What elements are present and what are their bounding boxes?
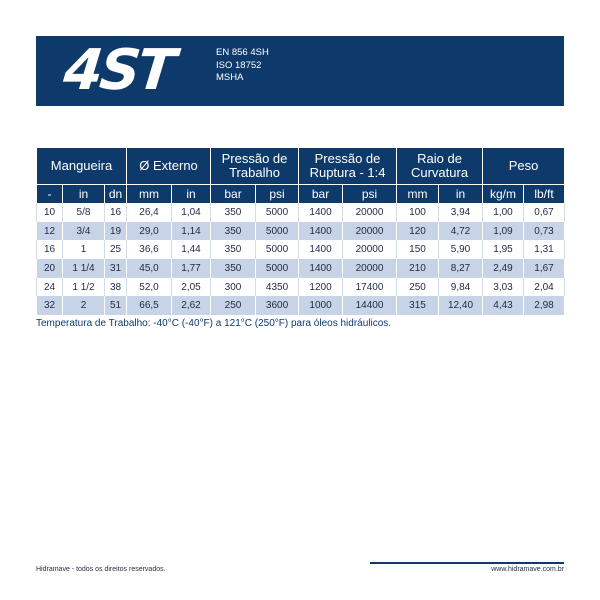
table-cell: 350 <box>211 222 256 241</box>
table-cell: 1,67 <box>524 259 565 278</box>
table-cell: 45,0 <box>127 259 172 278</box>
table-cell: 1400 <box>299 240 343 259</box>
table-cell: 0,67 <box>524 203 565 222</box>
unit-header: in <box>63 184 105 203</box>
table-cell: 2 <box>63 296 105 315</box>
table-cell: 25 <box>105 240 127 259</box>
table-row <box>37 203 565 222</box>
table-row <box>37 259 565 278</box>
table-cell: 350 <box>211 240 256 259</box>
group-header-row <box>37 148 565 184</box>
table-cell: 32 <box>37 296 63 315</box>
unit-header: bar <box>299 184 343 203</box>
table-cell: 29,0 <box>127 222 172 241</box>
unit-header: dn <box>105 184 127 203</box>
table-cell: 100 <box>397 203 439 222</box>
unit-header: psi <box>343 184 397 203</box>
table-cell: 52,0 <box>127 278 172 297</box>
table-cell: 120 <box>397 222 439 241</box>
unit-header: in <box>172 184 211 203</box>
table-row <box>37 222 565 241</box>
unit-header: lb/ft <box>524 184 565 203</box>
table-cell: 150 <box>397 240 439 259</box>
table-cell: 2,04 <box>524 278 565 297</box>
unit-header: - <box>37 184 63 203</box>
table-cell: 1 1/4 <box>63 259 105 278</box>
table-row <box>37 240 565 259</box>
header-banner <box>36 36 564 106</box>
table-cell: 1,44 <box>172 240 211 259</box>
table-cell: 1,31 <box>524 240 565 259</box>
table-cell: 1 <box>63 240 105 259</box>
table-cell: 1400 <box>299 203 343 222</box>
unit-header: mm <box>127 184 172 203</box>
table-cell: 16 <box>37 240 63 259</box>
table-cell: 19 <box>105 222 127 241</box>
table-cell: 250 <box>397 278 439 297</box>
group-header: Pressão de Ruptura - 1:4 <box>299 148 397 184</box>
table-cell: 250 <box>211 296 256 315</box>
table-cell: 1,09 <box>483 222 524 241</box>
table-cell: 1,00 <box>483 203 524 222</box>
table-cell: 0,73 <box>524 222 565 241</box>
table-cell: 20000 <box>343 259 397 278</box>
table-cell: 350 <box>211 259 256 278</box>
table-cell: 1,77 <box>172 259 211 278</box>
footer-divider <box>370 562 564 564</box>
table-cell: 5/8 <box>63 203 105 222</box>
table-cell: 20000 <box>343 240 397 259</box>
product-model: 4ST <box>60 38 176 103</box>
unit-header: psi <box>256 184 299 203</box>
table-cell: 20 <box>37 259 63 278</box>
table-cell: 38 <box>105 278 127 297</box>
table-cell: 51 <box>105 296 127 315</box>
table-cell: 4,72 <box>439 222 483 241</box>
standard-item: MSHA <box>216 72 244 83</box>
table-cell: 5000 <box>256 240 299 259</box>
table-cell: 36,6 <box>127 240 172 259</box>
table-cell: 4350 <box>256 278 299 297</box>
table-cell: 4,43 <box>483 296 524 315</box>
table-cell: 12 <box>37 222 63 241</box>
table-cell: 31 <box>105 259 127 278</box>
standard-item: ISO 18752 <box>216 59 262 71</box>
table-cell: 14400 <box>343 296 397 315</box>
table-cell: 300 <box>211 278 256 297</box>
table-cell: 5000 <box>256 222 299 241</box>
table-cell: 5000 <box>256 203 299 222</box>
group-header: Raio de Curvatura <box>397 148 483 184</box>
table-cell: 20000 <box>343 222 397 241</box>
table-cell: 9,84 <box>439 278 483 297</box>
table-cell: 5000 <box>256 259 299 278</box>
spec-table-body <box>37 203 565 315</box>
table-cell: 17400 <box>343 278 397 297</box>
standards-list <box>216 47 269 85</box>
table-cell: 66,5 <box>127 296 172 315</box>
group-header: Pressão de Trabalho <box>211 148 299 184</box>
unit-header: kg/m <box>483 184 524 203</box>
table-cell: 16 <box>105 203 127 222</box>
table-cell: 1,95 <box>483 240 524 259</box>
table-cell: 350 <box>211 203 256 222</box>
table-cell: 3600 <box>256 296 299 315</box>
copyright-text: Hidramave - todos os direitos reservados. <box>36 566 166 573</box>
table-cell: 3,03 <box>483 278 524 297</box>
table-cell: 1,04 <box>172 203 211 222</box>
temperature-note: Temperatura de Trabalho: -40°C (-40°F) a 121°C (250°F) para óleos hidráulicos. <box>36 318 392 329</box>
table-row <box>37 278 565 297</box>
table-cell: 12,40 <box>439 296 483 315</box>
table-cell: 2,98 <box>524 296 565 315</box>
group-header: Ø Externo <box>127 148 211 184</box>
spec-table <box>36 148 565 315</box>
group-header: Mangueira <box>37 148 127 184</box>
table-cell: 315 <box>397 296 439 315</box>
unit-header-row <box>37 184 565 203</box>
table-cell: 1400 <box>299 222 343 241</box>
table-cell: 1200 <box>299 278 343 297</box>
table-cell: 3/4 <box>63 222 105 241</box>
table-cell: 10 <box>37 203 63 222</box>
table-row <box>37 296 565 315</box>
table-cell: 26,4 <box>127 203 172 222</box>
standard-item: EN 856 4SH <box>216 47 269 58</box>
table-cell: 1000 <box>299 296 343 315</box>
table-cell: 1400 <box>299 259 343 278</box>
table-cell: 1 1/2 <box>63 278 105 297</box>
group-header: Peso <box>483 148 565 184</box>
unit-header: mm <box>397 184 439 203</box>
table-cell: 2,49 <box>483 259 524 278</box>
unit-header: bar <box>211 184 256 203</box>
table-cell: 1,14 <box>172 222 211 241</box>
table-cell: 20000 <box>343 203 397 222</box>
table-cell: 8,27 <box>439 259 483 278</box>
table-cell: 2,05 <box>172 278 211 297</box>
website-link[interactable]: www.hidramave.com.br <box>491 566 564 573</box>
table-cell: 24 <box>37 278 63 297</box>
table-cell: 3,94 <box>439 203 483 222</box>
table-cell: 210 <box>397 259 439 278</box>
table-cell: 2,62 <box>172 296 211 315</box>
unit-header: in <box>439 184 483 203</box>
table-cell: 5,90 <box>439 240 483 259</box>
